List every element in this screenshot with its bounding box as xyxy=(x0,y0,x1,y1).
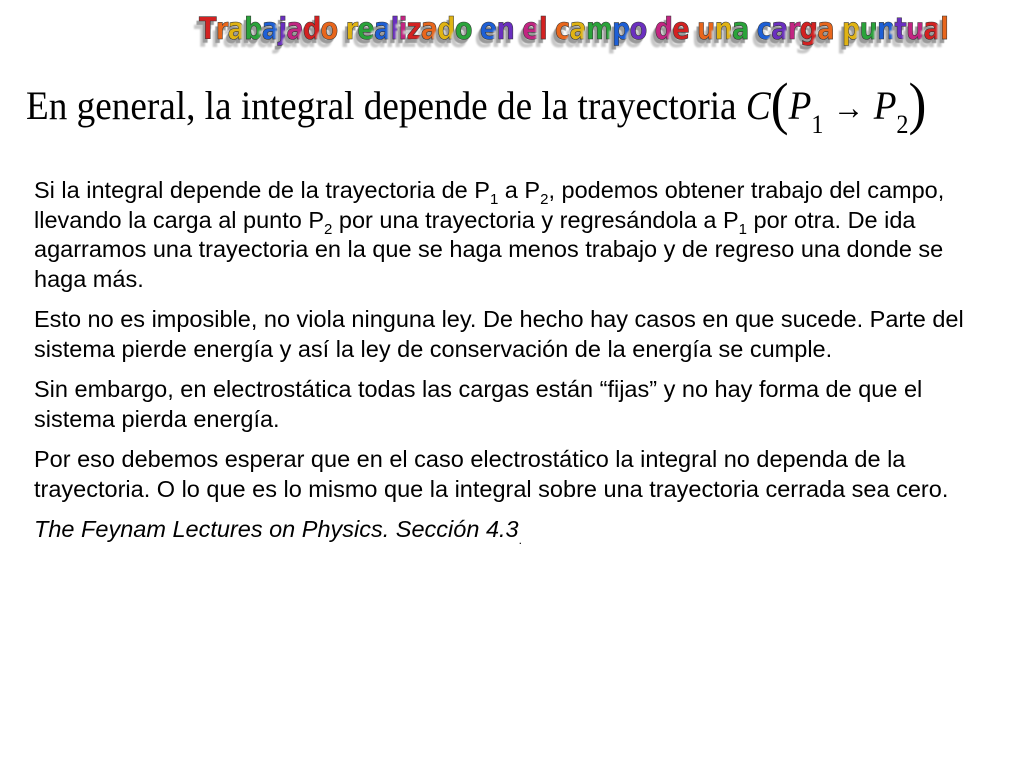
formula-sub-2: 2 xyxy=(896,110,909,139)
heading-line xyxy=(26,64,937,144)
wordart-letter: i xyxy=(398,12,407,47)
body-text xyxy=(34,176,994,567)
wordart-letter: e xyxy=(357,12,375,47)
wordart-letter: a xyxy=(569,12,586,47)
wordart-letter: t xyxy=(894,12,907,47)
paragraph-1: Si la integral depende de la trayectoria de $P_1$ a $P_2$, podemos obtener trabajo del campo, llevando la carga al punto $P_2$ por una trayectoria y regresándola a $P_1$ por otra. De ida agarramos una trayectoria en la que se haga menos trabajo y de regreso una donde se haga más. xyxy=(34,177,945,292)
wordart-letter: d xyxy=(302,12,321,47)
wordart-letter: a xyxy=(227,12,245,47)
wordart-letter: e xyxy=(522,12,539,47)
wordart-letter: c xyxy=(554,12,570,47)
wordart-letter: r xyxy=(345,12,358,47)
reference-book: The Feynam Lectures on Physics xyxy=(34,516,383,542)
heading-text: En general, la integral depende de la trayectoria xyxy=(26,83,737,128)
wordart-letter: z xyxy=(406,12,421,47)
wordart-letter: n xyxy=(877,12,895,47)
wordart-letter: u xyxy=(859,12,878,47)
wordart-letter: j xyxy=(278,12,287,47)
wordart-letter: d xyxy=(654,12,673,47)
formula-point-2: P xyxy=(873,83,897,128)
wordart-letter: a xyxy=(374,12,391,47)
formula-curve: C xyxy=(745,83,771,128)
wordart-letter: l xyxy=(390,12,399,47)
reference-section: . Sección 4.3 xyxy=(382,516,519,542)
wordart-letter: r xyxy=(787,12,800,47)
wordart-letter: p xyxy=(612,12,630,47)
wordart-letter xyxy=(689,8,697,52)
wordart-letter: n xyxy=(496,12,515,47)
reference-dot: . xyxy=(518,533,522,547)
wordart-letter: o xyxy=(629,12,647,47)
wordart-letter: o xyxy=(320,12,338,47)
formula-point-1: P xyxy=(788,83,812,128)
wordart-letter: T xyxy=(199,12,216,47)
wordart-letter: e xyxy=(479,12,497,47)
wordart-letter: l xyxy=(538,12,547,47)
wordart-letter: r xyxy=(215,12,228,47)
wordart-letter xyxy=(547,8,555,52)
wordart-letter: l xyxy=(940,12,949,47)
wordart-letter: a xyxy=(923,12,941,47)
path-formula xyxy=(745,71,927,139)
wordart-title xyxy=(199,8,949,52)
wordart-letter: g xyxy=(799,12,818,47)
wordart-letter: a xyxy=(771,12,788,47)
wordart-letter: o xyxy=(454,12,472,47)
wordart-letter: b xyxy=(244,12,262,47)
wordart-letter xyxy=(834,8,842,52)
wordart-letter: a xyxy=(732,12,749,47)
wordart-letter xyxy=(472,8,480,52)
wordart-letter: a xyxy=(286,12,303,47)
wordart-letter: c xyxy=(756,12,772,47)
formula-open-paren: ( xyxy=(770,71,789,136)
wordart-letter: a xyxy=(261,12,279,47)
wordart-letter: p xyxy=(841,12,860,47)
wordart-letter: u xyxy=(697,12,715,47)
formula-close-paren: ) xyxy=(908,71,927,136)
wordart-letter xyxy=(749,8,757,52)
wordart-letter: a xyxy=(420,12,438,47)
paragraph-4: Por eso debemos esperar que en el caso electrostático la integral no dependa de la trayectoria. O lo que es lo mismo que la integral sobre una trayectoria cerrada sea cero. xyxy=(34,446,949,502)
wordart-letter: e xyxy=(672,12,689,47)
reference xyxy=(34,515,994,556)
wordart-letter: d xyxy=(437,12,455,47)
wordart-letter: a xyxy=(817,12,834,47)
wordart-letter xyxy=(646,8,654,52)
wordart-letter: n xyxy=(714,12,733,47)
wordart-letter: m xyxy=(585,12,613,47)
paragraph-2: Esto no es imposible, no viola ninguna ley. De hecho hay casos en que sucede. Parte del sistema pierde energía y así la ley de conservación de la energía se cumple. xyxy=(34,306,964,362)
arrow-icon: → xyxy=(832,90,865,127)
wordart-letter xyxy=(514,8,522,52)
formula-sub-1: 1 xyxy=(811,110,824,139)
wordart-letter: u xyxy=(906,12,924,47)
paragraph-3: Sin embargo, en electrostática todas las cargas están “fijas” y no hay forma de que el sistema pierda energía. xyxy=(34,376,923,432)
